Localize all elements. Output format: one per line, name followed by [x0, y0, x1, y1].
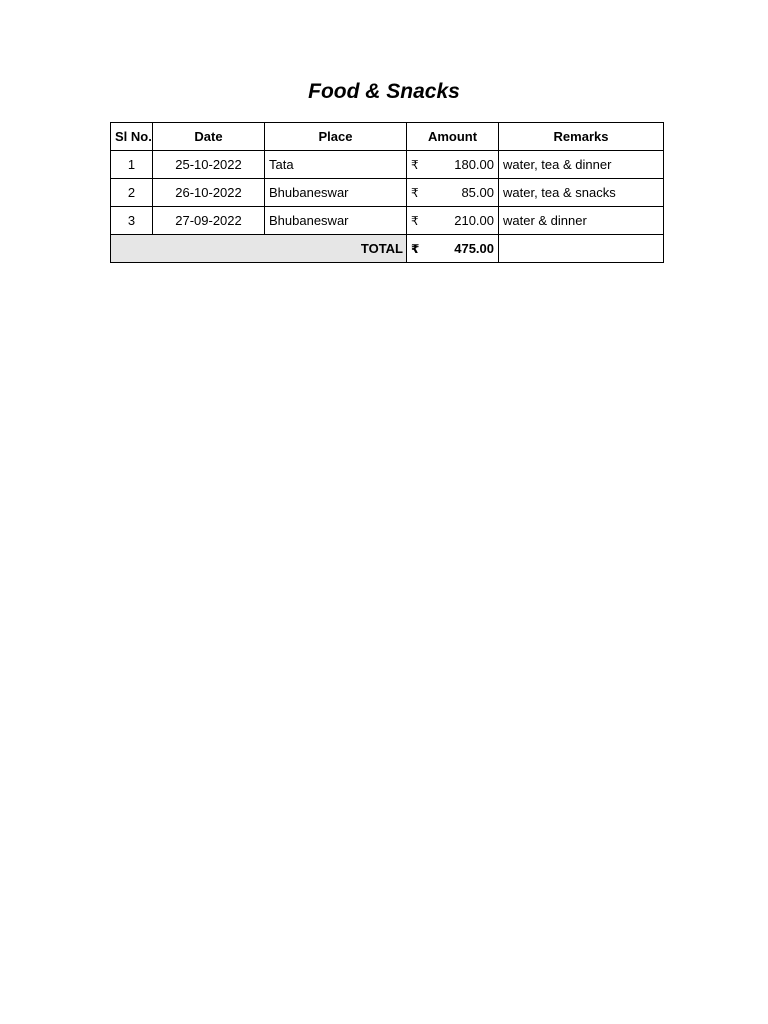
place-cell: Bhubaneswar	[265, 179, 407, 207]
total-row	[111, 235, 664, 263]
place-cell: Bhubaneswar	[265, 207, 407, 235]
table-row	[111, 151, 664, 179]
remarks-cell: water, tea & snacks	[499, 179, 664, 207]
amount-cell	[407, 207, 499, 235]
table-header-row	[111, 123, 664, 151]
header-place: Place	[265, 123, 407, 151]
amount-cell	[407, 179, 499, 207]
rupee-icon: ₹	[411, 185, 419, 200]
date-cell: 27-09-2022	[153, 207, 265, 235]
total-amount-cell	[407, 235, 499, 263]
rupee-icon: ₹	[411, 241, 420, 256]
date-cell: 26-10-2022	[153, 179, 265, 207]
rupee-icon: ₹	[411, 157, 419, 172]
header-date: Date	[153, 123, 265, 151]
table-row	[111, 179, 664, 207]
sl-no-cell: 2	[111, 179, 153, 207]
remarks-cell: water & dinner	[499, 207, 664, 235]
amount-value: 180.00	[454, 157, 494, 172]
amount-value: 85.00	[461, 185, 494, 200]
rupee-icon: ₹	[411, 213, 419, 228]
page-title: Food & Snacks	[308, 80, 460, 103]
total-remarks-cell	[499, 235, 664, 263]
header-sl-no: Sl No.	[111, 123, 153, 151]
total-label: TOTAL	[111, 235, 407, 263]
table-row	[111, 207, 664, 235]
date-cell: 25-10-2022	[153, 151, 265, 179]
amount-cell	[407, 151, 499, 179]
header-amount: Amount	[407, 123, 499, 151]
sl-no-cell: 1	[111, 151, 153, 179]
remarks-cell: water, tea & dinner	[499, 151, 664, 179]
amount-value: 210.00	[454, 213, 494, 228]
sl-no-cell: 3	[111, 207, 153, 235]
expense-table	[110, 122, 664, 263]
total-amount-value: 475.00	[454, 241, 494, 256]
header-remarks: Remarks	[499, 123, 664, 151]
place-cell: Tata	[265, 151, 407, 179]
